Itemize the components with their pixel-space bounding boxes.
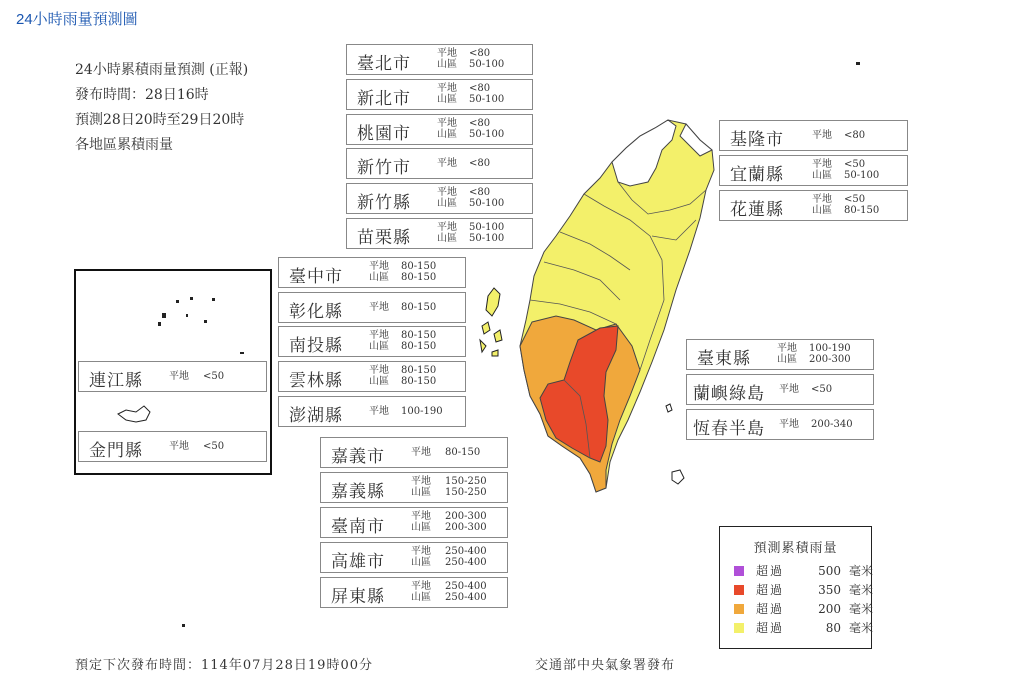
region-taipei-city: 臺北市 平地 山區 <80 50-100	[346, 44, 533, 75]
region-yilan: 宜蘭縣 平地 山區 <50 50-100	[719, 155, 908, 186]
map-dot	[856, 62, 860, 65]
region-pingtung: 屏東縣 平地 山區 250-400 250-400	[320, 577, 508, 608]
legend-swatch	[734, 604, 744, 614]
region-lienchiang: 連江縣 平地 <50	[78, 361, 267, 392]
region-hsinchu-county: 新竹縣 平地 山區 <80 50-100	[346, 183, 533, 214]
legend-item: 超過 500 毫米	[734, 562, 873, 579]
forecast-period: 預測28日20時至29日20時	[75, 112, 245, 128]
region-new-taipei: 新北市 平地 山區 <80 50-100	[346, 79, 533, 110]
region-taichung: 臺中市 平地 山區 80-150 80-150	[278, 257, 466, 288]
green-island	[666, 404, 672, 412]
region-taitung: 臺東縣 平地 山區 100-190 200-300	[686, 339, 874, 370]
penghu-islands	[480, 288, 502, 356]
next-release-time: 預定下次發布時間：114年07月28日19時00分	[75, 658, 373, 673]
legend-title: 預測累積雨量	[753, 541, 838, 556]
region-changhua: 彰化縣 平地 80-150	[278, 292, 466, 323]
region-chiayi-city: 嘉義市 平地 80-150	[320, 437, 508, 468]
region-yunlin: 雲林縣 平地 山區 80-150 80-150	[278, 361, 466, 392]
region-taoyuan: 桃園市 平地 山區 <80 50-100	[346, 114, 533, 145]
lanyu-island	[672, 470, 684, 484]
forecast-title: 24小時累積雨量預測 (正報)	[75, 62, 249, 78]
region-tainan: 臺南市 平地 山區 200-300 200-300	[320, 507, 508, 538]
legend-item: 超過 80 毫米	[734, 619, 873, 636]
issuer: 交通部中央氣象署發布	[535, 658, 676, 673]
rainfall-legend	[719, 526, 872, 649]
region-nantou: 南投縣 平地 山區 80-150 80-150	[278, 326, 466, 357]
legend-swatch	[734, 623, 744, 633]
region-miaoli: 苗栗縣 平地 山區 50-100 50-100	[346, 218, 533, 249]
regional-label: 各地區累積雨量	[75, 137, 173, 153]
region-hualien: 花蓮縣 平地 山區 <50 80-150	[719, 190, 908, 221]
map-dot	[182, 624, 185, 627]
page-title: 24小時雨量預測圖	[16, 11, 138, 28]
issue-time: 發布時間：28日16時	[75, 87, 209, 103]
legend-item: 超過 350 毫米	[734, 581, 873, 598]
legend-swatch	[734, 566, 744, 576]
region-kinmen: 金門縣 平地 <50	[78, 431, 267, 462]
region-chiayi-county: 嘉義縣 平地 山區 150-250 150-250	[320, 472, 508, 503]
region-hengchun: 恆春半島 平地 200-340	[686, 409, 874, 440]
region-kaohsiung: 高雄市 平地 山區 250-400 250-400	[320, 542, 508, 573]
legend-item: 超過 200 毫米	[734, 600, 873, 617]
region-keelung: 基隆市 平地 <80	[719, 120, 908, 151]
region-lanyu: 蘭嶼綠島 平地 <50	[686, 374, 874, 405]
legend-swatch	[734, 585, 744, 595]
region-hsinchu-city: 新竹市 平地 <80	[346, 148, 533, 179]
region-penghu: 澎湖縣 平地 100-190	[278, 396, 466, 427]
